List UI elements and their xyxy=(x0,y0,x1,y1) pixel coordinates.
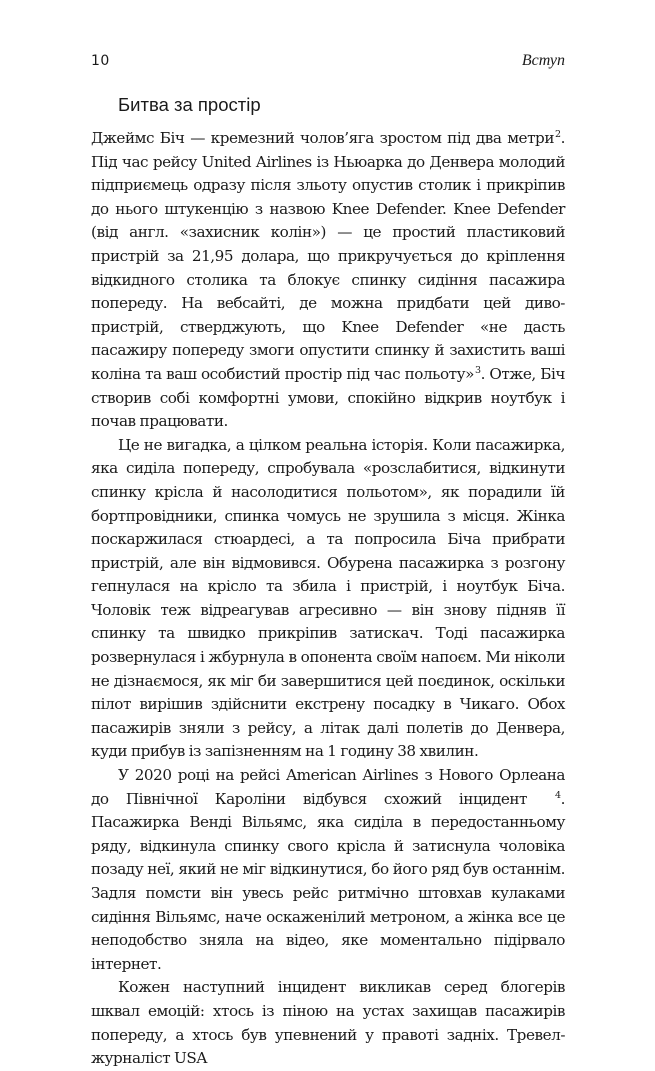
paragraph-text: . Отже, Біч створив собі комфортні умови, спокійно відкрив ноутбук і почав працювати. xyxy=(91,364,565,431)
paragraph-1: Джеймс Біч — кремезний чолов’яга зростом під два метри2. Під час рейсу United Airlines із Ньюарка до Денвера молодий підприємець одразу після зльоту опустив столик і прикріпив до нього штукенцію з назвою Knee Defender. Knee Defender (від англ. «захисник колін») — це простий пластиковий пристрій за 21,95 долара, що прикручується до кріплення відкидного столика та блокує спинку сидіння пасажира попереду. На вебсайті, де можна придбати цей диво-пристрій, стверджують, що Knee Defender «не дасть пасажиру попереду змоги опустити спинку й захистить ваші коліна та ваш особистий простір під час польоту»3. Отже, Біч створив собі комфортні умови, спокійно відкрив ноутбук і почав працювати. xyxy=(91,128,565,431)
running-head xyxy=(91,52,565,72)
paragraph-4 xyxy=(91,976,565,1070)
page-number: 10 xyxy=(91,53,110,69)
paragraph-text: . Пасажирка Венді Вільямс, яка сиділа в передостанньому ряду, відкинула спинку свого крісла й затиснула чоловіка позаду неї, який не міг відкинутися, бо його ряд був останнім. Задля помсти він увесь рейс ритмічно штовхав кулаками сидіння Вільямс, наче оскаженілий метроном, а жінка все це неподобство зняла на відео, яке моментально підірвало інтернет. xyxy=(91,789,565,973)
body-text xyxy=(91,127,565,1071)
paragraph-text: Це не вигадка, а цілком реальна історія. Коли пасажирка, яка сиділа попереду, спробувала «розслабитися, відкинути спинку крісла й насолодитися польотом», як порадили їй бортпровідники, спинка чомусь не зрушила з місця. Жінка поскаржилася стюардесі, а та попросила Біча прибрати пристрій, але він відмовився. Обурена пасажирка з розгону гепнулася на крісло та збила і пристрій, і ноутбук Біча. Чоловік теж відреагував агресивно — він знову підняв її спинку та швидко прикріпив затискач. Тоді пасажирка розвернулася і жбурнула в опонента своїм напоєм. Ми ніколи не дізнаємося, як міг би завершитися цей поєдинок, оскільки пілот вирішив здійснити екстрену посадку в Чикаго. Обох пасажирів зняли з рейсу, а літак далі полетів до Денвера, куди прибув із запізненням на 1 годину 38 хвилин. xyxy=(91,435,565,761)
section-heading: Битва за простір xyxy=(118,94,261,115)
paragraph-text: Джеймс Біч — кремезний чолов’яга зростом під два метри xyxy=(91,129,554,147)
paragraph-2 xyxy=(91,434,565,764)
paragraph-text: У 2020 році на рейсі American Airlines з Нового Орлеана до Північної Кароліни відбувся схожий інцидент xyxy=(91,766,565,808)
paragraph-3: У 2020 році на рейсі American Airlines з Нового Орлеана до Північної Кароліни відбувся схожий інцидент 4. Пасажирка Венді Вільямс, яка сиділа в передостанньому ряду, відкинула спинку свого крісла й затиснула чоловіка позаду неї, який не міг відкинутися, бо його ряд був останнім. Задля помсти він увесь рейс ритмічно штовхав кулаками сидіння Вільямс, наче оскаженілий метроном, а жінка все це неподобство зняла на відео, яке моментально підірвало інтернет. xyxy=(91,766,565,973)
paragraph-text: . Під час рейсу United Airlines із Ньюарка до Денвера молодий підприємець одразу після зльоту опустив столик і прикріпив до нього штукенцію з назвою Knee Defender. Knee Defender (від англ. «захисник колін») — це простий пластиковий пристрій за 21,95 долара, що прикручується до кріплення відкидного столика та блокує спинку сидіння пасажира попереду. На вебсайті, де можна придбати цей диво-пристрій, стверджують, що Knee Defender «не дасть пасажиру попереду змоги опустити спинку й захистить ваші коліна та ваш особистий простір під час польоту» xyxy=(91,129,565,383)
section-name: Вступ xyxy=(521,52,565,69)
paragraph-text: Кожен наступний інцидент викликав серед блогерів шквал емоцій: хтось із піною на устах захищав пасажирів попереду, а хтось був упевнений у правоті задніх. Тревел-журналіст USA xyxy=(91,978,565,1068)
